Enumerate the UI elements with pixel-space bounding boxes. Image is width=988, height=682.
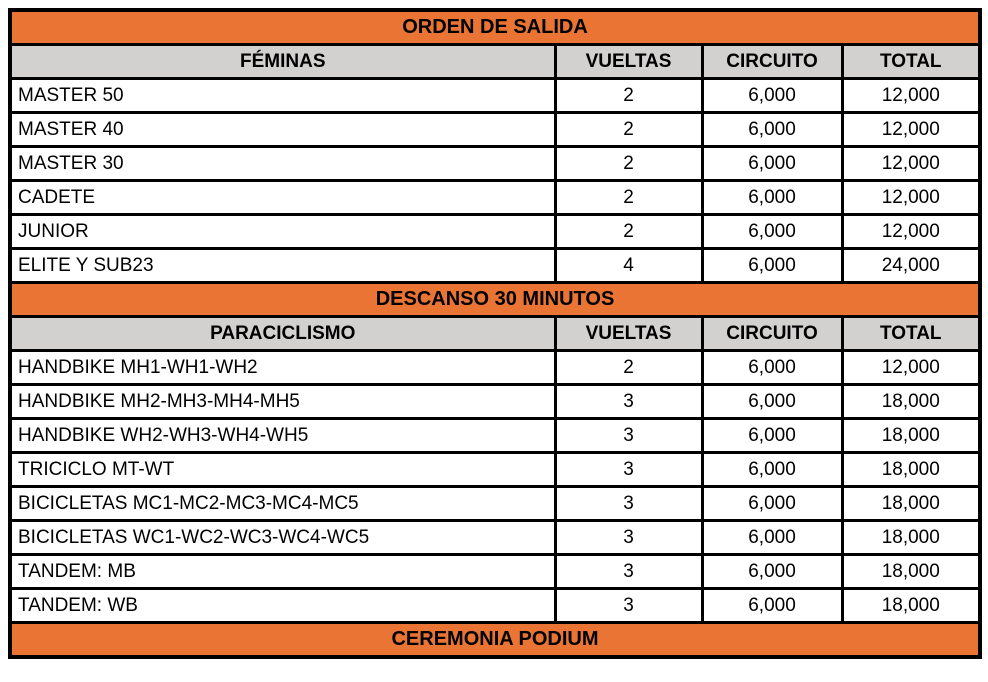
footer-banner-row bbox=[10, 623, 980, 658]
vueltas-cell: 2 bbox=[555, 113, 702, 147]
category-cell: BICICLETAS MC1-MC2-MC3-MC4-MC5 bbox=[10, 487, 555, 521]
column-header-total: TOTAL bbox=[842, 317, 980, 351]
total-cell: 18,000 bbox=[842, 385, 980, 419]
column-header-circuito: CIRCUITO bbox=[702, 45, 842, 79]
circuito-cell: 6,000 bbox=[702, 249, 842, 283]
table-row bbox=[10, 419, 980, 453]
vueltas-cell: 3 bbox=[555, 487, 702, 521]
total-cell: 12,000 bbox=[842, 147, 980, 181]
total-cell: 18,000 bbox=[842, 453, 980, 487]
column-header-vueltas: VUELTAS bbox=[555, 317, 702, 351]
total-cell: 18,000 bbox=[842, 487, 980, 521]
vueltas-cell: 3 bbox=[555, 419, 702, 453]
category-cell: HANDBIKE MH1-WH1-WH2 bbox=[10, 351, 555, 385]
vueltas-cell: 3 bbox=[555, 589, 702, 623]
category-cell: HANDBIKE MH2-MH3-MH4-MH5 bbox=[10, 385, 555, 419]
start-order-table bbox=[8, 8, 982, 659]
category-cell: JUNIOR bbox=[10, 215, 555, 249]
circuito-cell: 6,000 bbox=[702, 555, 842, 589]
category-cell: TANDEM: WB bbox=[10, 589, 555, 623]
vueltas-cell: 3 bbox=[555, 555, 702, 589]
total-cell: 18,000 bbox=[842, 521, 980, 555]
circuito-cell: 6,000 bbox=[702, 113, 842, 147]
interlude-banner-label: DESCANSO 30 MINUTOS bbox=[10, 283, 980, 317]
vueltas-cell: 4 bbox=[555, 249, 702, 283]
section-header-row bbox=[10, 45, 980, 79]
table-row bbox=[10, 113, 980, 147]
total-cell: 18,000 bbox=[842, 419, 980, 453]
table-row bbox=[10, 79, 980, 113]
vueltas-cell: 2 bbox=[555, 147, 702, 181]
vueltas-cell: 2 bbox=[555, 79, 702, 113]
table-row bbox=[10, 487, 980, 521]
circuito-cell: 6,000 bbox=[702, 147, 842, 181]
category-cell: ELITE Y SUB23 bbox=[10, 249, 555, 283]
category-cell: TANDEM: MB bbox=[10, 555, 555, 589]
table-row bbox=[10, 521, 980, 555]
interlude-banner-row bbox=[10, 283, 980, 317]
vueltas-cell: 3 bbox=[555, 453, 702, 487]
vueltas-cell: 3 bbox=[555, 521, 702, 555]
table-row bbox=[10, 215, 980, 249]
column-header-total: TOTAL bbox=[842, 45, 980, 79]
title-banner-row bbox=[10, 10, 980, 45]
section-title-cell: PARACICLISMO bbox=[10, 317, 555, 351]
table-row bbox=[10, 351, 980, 385]
vueltas-cell: 2 bbox=[555, 181, 702, 215]
category-cell: MASTER 30 bbox=[10, 147, 555, 181]
title-banner-label: ORDEN DE SALIDA bbox=[10, 10, 980, 45]
category-cell: MASTER 50 bbox=[10, 79, 555, 113]
circuito-cell: 6,000 bbox=[702, 487, 842, 521]
column-header-circuito: CIRCUITO bbox=[702, 317, 842, 351]
circuito-cell: 6,000 bbox=[702, 79, 842, 113]
section-header-row bbox=[10, 317, 980, 351]
vueltas-cell: 2 bbox=[555, 215, 702, 249]
total-cell: 12,000 bbox=[842, 181, 980, 215]
table-row bbox=[10, 249, 980, 283]
category-cell: HANDBIKE WH2-WH3-WH4-WH5 bbox=[10, 419, 555, 453]
category-cell: BICICLETAS WC1-WC2-WC3-WC4-WC5 bbox=[10, 521, 555, 555]
circuito-cell: 6,000 bbox=[702, 215, 842, 249]
vueltas-cell: 2 bbox=[555, 351, 702, 385]
table-row bbox=[10, 555, 980, 589]
circuito-cell: 6,000 bbox=[702, 385, 842, 419]
table-row bbox=[10, 385, 980, 419]
total-cell: 12,000 bbox=[842, 113, 980, 147]
circuito-cell: 6,000 bbox=[702, 181, 842, 215]
circuito-cell: 6,000 bbox=[702, 351, 842, 385]
table-row bbox=[10, 147, 980, 181]
table-row bbox=[10, 181, 980, 215]
footer-banner-label: CEREMONIA PODIUM bbox=[10, 623, 980, 658]
circuito-cell: 6,000 bbox=[702, 419, 842, 453]
total-cell: 12,000 bbox=[842, 79, 980, 113]
table-row bbox=[10, 453, 980, 487]
category-cell: MASTER 40 bbox=[10, 113, 555, 147]
total-cell: 18,000 bbox=[842, 555, 980, 589]
total-cell: 12,000 bbox=[842, 351, 980, 385]
category-cell: CADETE bbox=[10, 181, 555, 215]
total-cell: 24,000 bbox=[842, 249, 980, 283]
total-cell: 12,000 bbox=[842, 215, 980, 249]
column-header-vueltas: VUELTAS bbox=[555, 45, 702, 79]
category-cell: TRICICLO MT-WT bbox=[10, 453, 555, 487]
table-row bbox=[10, 589, 980, 623]
circuito-cell: 6,000 bbox=[702, 453, 842, 487]
circuito-cell: 6,000 bbox=[702, 521, 842, 555]
vueltas-cell: 3 bbox=[555, 385, 702, 419]
circuito-cell: 6,000 bbox=[702, 589, 842, 623]
section-title-cell: FÉMINAS bbox=[10, 45, 555, 79]
total-cell: 18,000 bbox=[842, 589, 980, 623]
